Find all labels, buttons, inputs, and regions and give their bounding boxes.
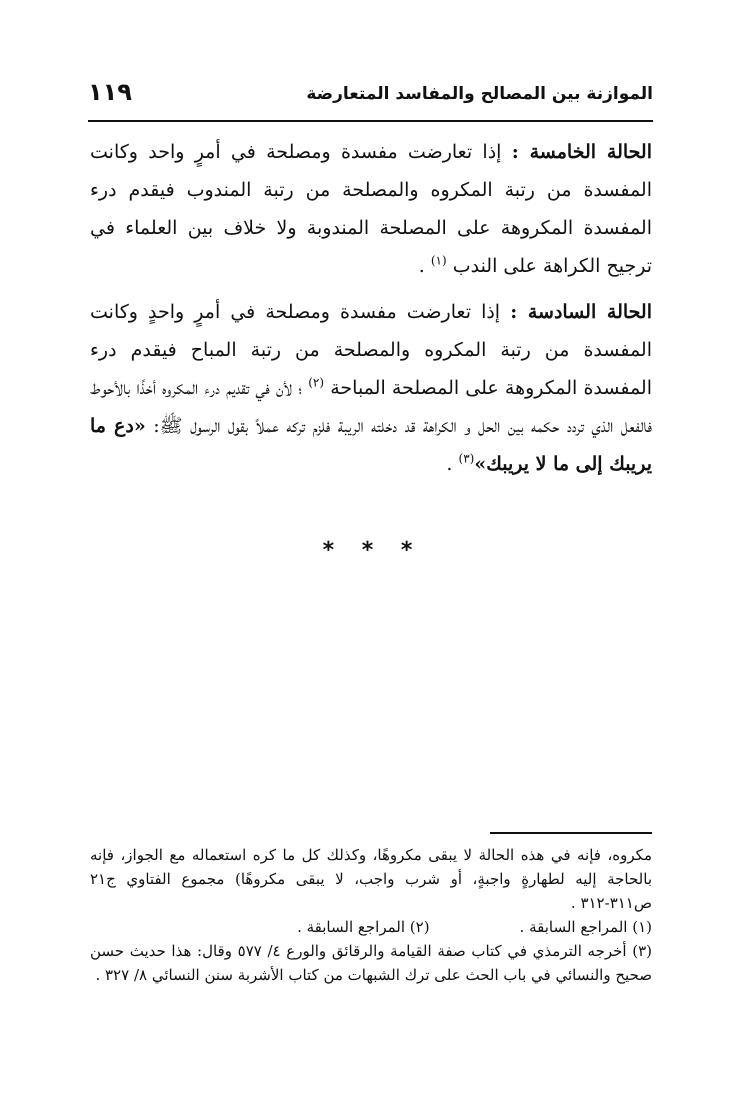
running-header: [88, 78, 653, 116]
footnote-3: (٣) أخرجه الترمذي في كتاب صفة القيامة والرقائق والورع ٤/ ٥٧٧ وقال: هذا حديث حسن صحيح والنسائي في باب الحث على ترك الشبهات من كتاب الأشربة سنن النسائي ٨/ ٣٢٧ .: [90, 942, 652, 984]
page-number: ١١٩: [88, 78, 132, 106]
running-title: الموازنة بين المصالح والمفاسد المتعارضة: [306, 84, 653, 104]
section-separator: * * *: [322, 538, 423, 563]
case-five-heading: الحالة الخامسة :: [511, 141, 653, 163]
footnote-ref-1[interactable]: (١): [430, 253, 447, 268]
case-six-end: .: [446, 453, 459, 475]
case-five-text: إذا تعارضت مفسدة ومصلحة في أمرٍ واحد وكانت المفسدة من رتبة المكروه والمصلحة من رتبة المندوب فيقدم درء المفسدة المكروهة على المصلحة المندوبة ولا خلاف بين العلماء في ترجيح الكراهة على الندب: [90, 141, 652, 277]
footnote-ref-3[interactable]: (٣): [458, 451, 475, 466]
footnote-1: (١) المراجع السابقة .: [519, 918, 652, 936]
footnotes: [90, 843, 652, 987]
case-six-text-b: ؛ لأن في تقديم درء المكروه أخذًا بالأحوط فالفعل الذي تردد حكمه بين الحل و الكراهة قد دخلته الريبة فلزم تركه عملاً بقول الرسول ﷺ:: [90, 377, 652, 437]
header-divider: [88, 120, 653, 122]
paragraph-case-six: [90, 293, 652, 483]
hadith-quote: «دع ما يريبك إلى ما لا يريبك»: [90, 415, 652, 475]
paragraph-case-five: [90, 133, 652, 285]
footnote-divider: [490, 832, 652, 834]
case-six-text-a: إذا تعارضت مفسدة ومصلحة في أمرٍ واحدٍ وكانت المفسدة من رتبة المكروه والمصلحة من رتبة المباح فيقدم درء المفسدة المكروهة على المصلحة المباحة: [90, 301, 652, 399]
footnote-pair: [90, 915, 652, 939]
footnote-ref-2[interactable]: (٢): [308, 375, 325, 390]
case-six-heading: الحالة السادسة :: [510, 301, 653, 323]
main-text: [90, 133, 652, 491]
case-five-end: .: [418, 255, 431, 277]
footnote-2: (٢) المراجع السابقة .: [297, 918, 430, 936]
footnote-continuation: مكروه، فإنه في هذه الحالة لا يبقى مكروهًا، وكذلك كل ما كره استعماله مع الجواز، فإنه بالحاجة إليه لطهارةٍ واجبةٍ، أو شرب واجب، لا يبقى مكروهًا) مجموع الفتاوي ج٢١ ص٣١١-٣١٢ .: [90, 846, 652, 912]
